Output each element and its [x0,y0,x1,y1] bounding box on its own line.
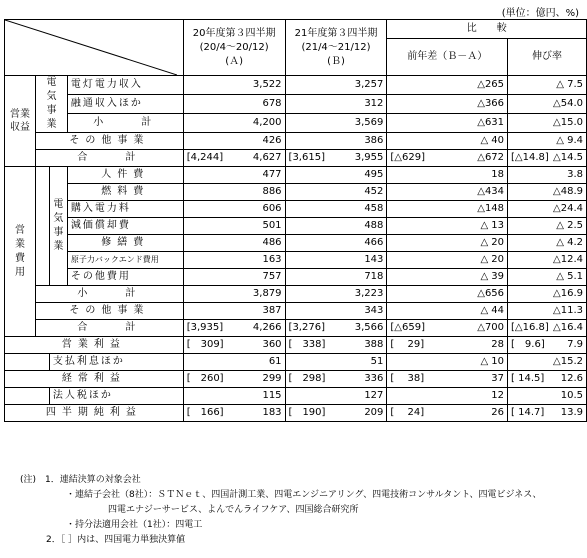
cell-b-standalone: [3,276] [288,322,325,333]
diagonal-line [5,20,177,75]
header-diagonal-cell [5,20,184,76]
table-row [5,269,587,286]
cell-diff-standalone: [△659] [390,322,425,333]
cell-rate [508,150,587,167]
cell-rate-value: 12.6 [560,373,583,384]
cell-a: 387 [183,303,285,320]
row-label: その他費用 [67,269,183,286]
cell-rate-standalone: [ 14.5] [511,373,545,384]
table-row [5,388,587,405]
note-1-subsidiaries-cont: 四電エナジーサービス、よんでんライフケア、四国総合研究所 [108,505,359,515]
cell-a-standalone: [3,935] [186,322,224,333]
cell-a: 426 [183,133,285,150]
row-label: 合 計 [36,150,184,167]
cell-b-value: 3,955 [354,152,384,163]
cell-diff: △ 10 [387,354,508,371]
cell-b [285,337,387,354]
cell-b: 488 [285,218,387,235]
cell-diff: △656 [387,286,508,303]
cell-b: 466 [285,235,387,252]
cell-rate-value: △14.5 [553,152,583,163]
group-expenses [5,167,36,337]
cell-rate [508,320,587,337]
cell-diff-standalone: [△629] [390,152,425,163]
cell-diff: △366 [387,95,508,114]
cell-rate: 3.8 [508,167,587,184]
note-2: 2．［ ］内は、四国電力単独決算値 [46,535,186,545]
cell-b [285,371,387,388]
cell-a: 886 [183,184,285,201]
cell-diff: △ 40 [387,133,508,150]
cell-rate-standalone: [ 14.7] [511,407,545,418]
financial-table [4,19,587,422]
cell-a-standalone: [ 166] [186,407,224,418]
cell-rate: △12.4 [508,252,587,269]
cell-diff-value: 28 [491,339,505,350]
header-b-code: (Ｂ) [327,55,345,67]
cell-b: 3,257 [285,76,387,95]
table-row [5,201,587,218]
cell-rate: △54.0 [508,95,587,114]
cell-rate: △ 2.5 [508,218,587,235]
row-label: 融通収入ほか [67,95,183,114]
table-row [5,337,587,354]
cell-a: 115 [183,388,285,405]
table-row [5,133,587,150]
cell-rate-standalone: [△14.8] [511,152,549,163]
cell-a [183,405,285,422]
cell-a [183,371,285,388]
cell-diff: △ 13 [387,218,508,235]
cell-rate: △ 4.2 [508,235,587,252]
cell-diff: △434 [387,184,508,201]
cell-diff-standalone: [ 24] [390,407,425,418]
header-b-period: 21年度第３四半期 [294,27,378,39]
cell-a: 757 [183,269,285,286]
cell-diff [387,320,508,337]
cell-rate-value: △16.4 [553,322,583,333]
cell-b: 51 [285,354,387,371]
cell-a-standalone: [ 309] [186,339,224,350]
table-row [5,320,587,337]
row-label: 支払利息ほか [49,354,183,371]
header-a-code: (Ａ) [225,55,244,67]
cell-b: 343 [285,303,387,320]
row-label: 四半期純利益 [5,405,184,422]
header-a-period: 20年度第３四半期 [192,27,276,39]
table-row [5,184,587,201]
cell-rate: △15.2 [508,354,587,371]
cell-b-standalone: [ 190] [288,407,326,418]
cell-b: 495 [285,167,387,184]
row-label: 購入電力料 [67,201,183,218]
row-label: 小 計 [67,114,183,133]
row-label: その他事業 [36,133,184,150]
cell-diff: △265 [387,76,508,95]
row-label: 合 計 [36,320,184,337]
cell-a: 4,200 [183,114,285,133]
row-label: 燃料費 [67,184,183,201]
unit-label: (単位：億円、%) [501,8,579,19]
table-row [5,114,587,133]
note-1-affiliates: ・持分法適用会社（1社）：四電工 [66,520,203,530]
row-label: 経常利益 [5,371,184,388]
cell-a: 606 [183,201,285,218]
table-row [5,218,587,235]
cell-diff-standalone: [ 29] [390,339,425,350]
cell-a: 163 [183,252,285,269]
cell-diff: △ 20 [387,235,508,252]
table-row [5,167,587,184]
table-row [5,354,587,371]
cell-b: 3,223 [285,286,387,303]
cell-b: 127 [285,388,387,405]
table-row [5,76,587,95]
table-row [5,303,587,320]
group-electric-exp [49,167,67,286]
header-b-range: (21/4～21/12) [301,41,371,53]
row-label: 減価償却費 [67,218,183,235]
cell-b: 718 [285,269,387,286]
indent-cell [5,388,50,405]
cell-diff [387,405,508,422]
cell-a: 678 [183,95,285,114]
cell-a-value: 183 [262,407,282,418]
cell-diff [387,337,508,354]
note-1: (注) 1．連結決算の対象会社 [20,475,141,485]
header-row-1 [5,20,587,39]
row-label: その他事業 [36,303,184,320]
cell-b: 458 [285,201,387,218]
row-label: 修繕費 [67,235,183,252]
group-electric-exp-label: 電気事業 [53,199,64,252]
row-label: 人件費 [67,167,183,184]
cell-a: 61 [183,354,285,371]
cell-a-standalone: [ 260] [186,373,224,384]
cell-rate [508,371,587,388]
row-label: 営業利益 [5,337,184,354]
cell-rate: △ 5.1 [508,269,587,286]
cell-diff-value: 26 [491,407,505,418]
cell-b: 3,569 [285,114,387,133]
group-revenue-label: 営業収益 [10,108,30,133]
indent-cell [5,354,50,371]
cell-diff [387,371,508,388]
cell-a: 3,879 [183,286,285,303]
cell-a: 501 [183,218,285,235]
header-diff: 前年差（Ｂ－Ａ） [387,39,508,76]
group-electric-rev-label: 電気事業 [46,77,57,130]
cell-b [285,405,387,422]
cell-diff: △148 [387,201,508,218]
cell-b: 452 [285,184,387,201]
cell-a [183,150,285,167]
cell-b-value: 388 [364,339,384,350]
group-revenue [5,76,36,167]
cell-diff-value: △700 [477,322,505,333]
header-b [285,20,387,76]
cell-rate-value: 13.9 [560,407,583,418]
header-a [183,20,285,76]
cell-b: 386 [285,133,387,150]
cell-diff-value: △672 [477,152,505,163]
row-label: 小 計 [36,286,184,303]
cell-diff: △ 20 [387,252,508,269]
cell-b: 143 [285,252,387,269]
cell-a-value: 4,266 [252,322,282,333]
cell-a-value: 4,627 [252,152,282,163]
cell-a: 3,522 [183,76,285,95]
cell-diff-value: 37 [491,373,505,384]
cell-a-standalone: [4,244] [186,152,224,163]
row-label: 原子力バックエンド費用 [67,252,183,269]
cell-rate: △48.9 [508,184,587,201]
group-electric-rev [36,76,68,133]
row-label: 電灯電力収入 [67,76,183,95]
cell-rate-value: 7.9 [567,339,583,350]
table-row [5,235,587,252]
header-compare: 比 較 [387,20,587,39]
note-1-subsidiaries: ・連結子会社（8社）：ＳＴＮｅｔ、四国計測工業、四電エンジニアリング、四電技術コンサルタント、四電ビジネス、 [66,490,542,500]
cell-rate: △24.4 [508,201,587,218]
cell-rate: 10.5 [508,388,587,405]
group-expenses-label: 営業費用 [15,224,25,278]
row-label: 法人税ほか [49,388,183,405]
cell-rate: △ 9.4 [508,133,587,150]
cell-b [285,320,387,337]
cell-a-value: 360 [262,339,282,350]
cell-rate [508,405,587,422]
cell-rate: △15.0 [508,114,587,133]
cell-b [285,150,387,167]
table-row [5,95,587,114]
cell-a-value: 299 [262,373,282,384]
cell-a: 477 [183,167,285,184]
cell-b-standalone: [ 298] [288,373,326,384]
cell-a [183,320,285,337]
cell-diff: 18 [387,167,508,184]
cell-diff-standalone: [ 38] [390,373,425,384]
cell-rate: △16.9 [508,286,587,303]
header-growth: 伸び率 [508,39,587,76]
cell-rate: △ 7.5 [508,76,587,95]
table-row [5,150,587,167]
header-a-range: (20/4～20/12) [199,41,269,53]
cell-b-standalone: [ 338] [288,339,326,350]
cell-diff: △ 44 [387,303,508,320]
cell-b-value: 209 [364,407,384,418]
cell-diff [387,150,508,167]
table-row [5,252,587,269]
cell-rate [508,337,587,354]
cell-b-standalone: [3,615] [288,152,325,163]
cell-a [183,337,285,354]
cell-b: 312 [285,95,387,114]
table-row [5,371,587,388]
cell-diff: △631 [387,114,508,133]
cell-b-value: 336 [364,373,384,384]
cell-rate-standalone: [ 9.6] [511,339,545,350]
cell-a: 486 [183,235,285,252]
group-electric-exp-spacer [36,167,50,286]
cell-rate-standalone: [△16.8] [511,322,549,333]
cell-rate: △11.3 [508,303,587,320]
footnotes [20,473,541,548]
table-row [5,286,587,303]
table-row [5,405,587,422]
cell-diff: 12 [387,388,508,405]
cell-b-value: 3,566 [354,322,384,333]
cell-diff: △ 39 [387,269,508,286]
